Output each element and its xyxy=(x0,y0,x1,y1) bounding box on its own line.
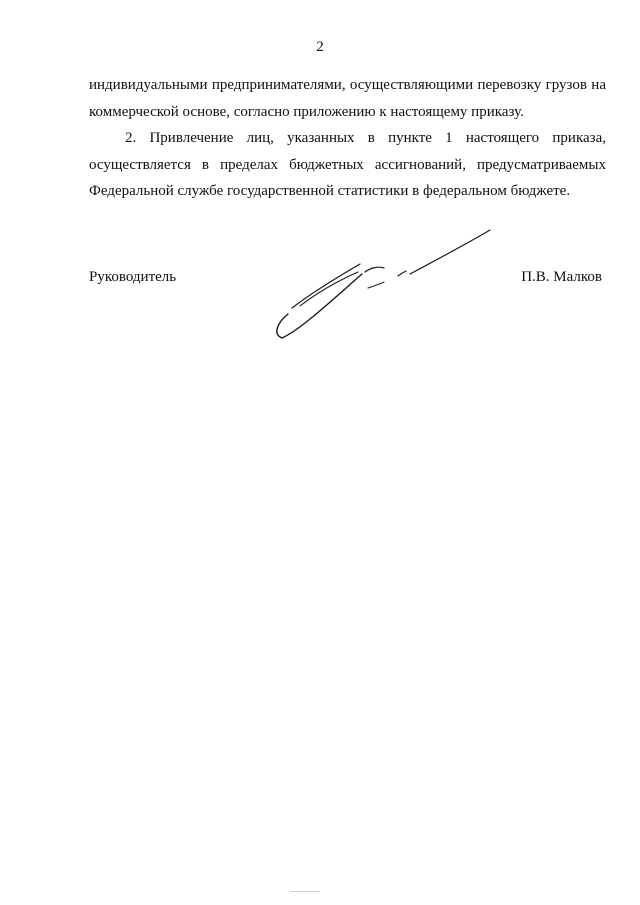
signatory-title: Руководитель xyxy=(89,269,177,285)
paragraph-item-2 xyxy=(89,125,606,205)
document-body xyxy=(89,72,606,205)
signatory-name: П.В. Малков xyxy=(521,269,602,285)
text-line: 2. Привлечение лиц, указанных в пункте 1 настоящего приказа, xyxy=(125,130,606,146)
paragraph-continuation xyxy=(89,72,606,125)
scan-artifact xyxy=(290,891,320,892)
text-line: осуществляется в пределах бюджетных ассигнований, предусматриваемых xyxy=(89,156,606,173)
text-line: индивидуальными предпринимателями, осуществляющими перевозку грузов на xyxy=(89,77,606,93)
handwritten-signature xyxy=(270,222,500,352)
text-line: Федеральной службе государственной статистики в федеральном бюджете. xyxy=(89,183,571,199)
text-line: коммерческой основе, согласно приложению к настоящему приказу. xyxy=(89,103,524,120)
page-number: 2 xyxy=(316,39,324,55)
